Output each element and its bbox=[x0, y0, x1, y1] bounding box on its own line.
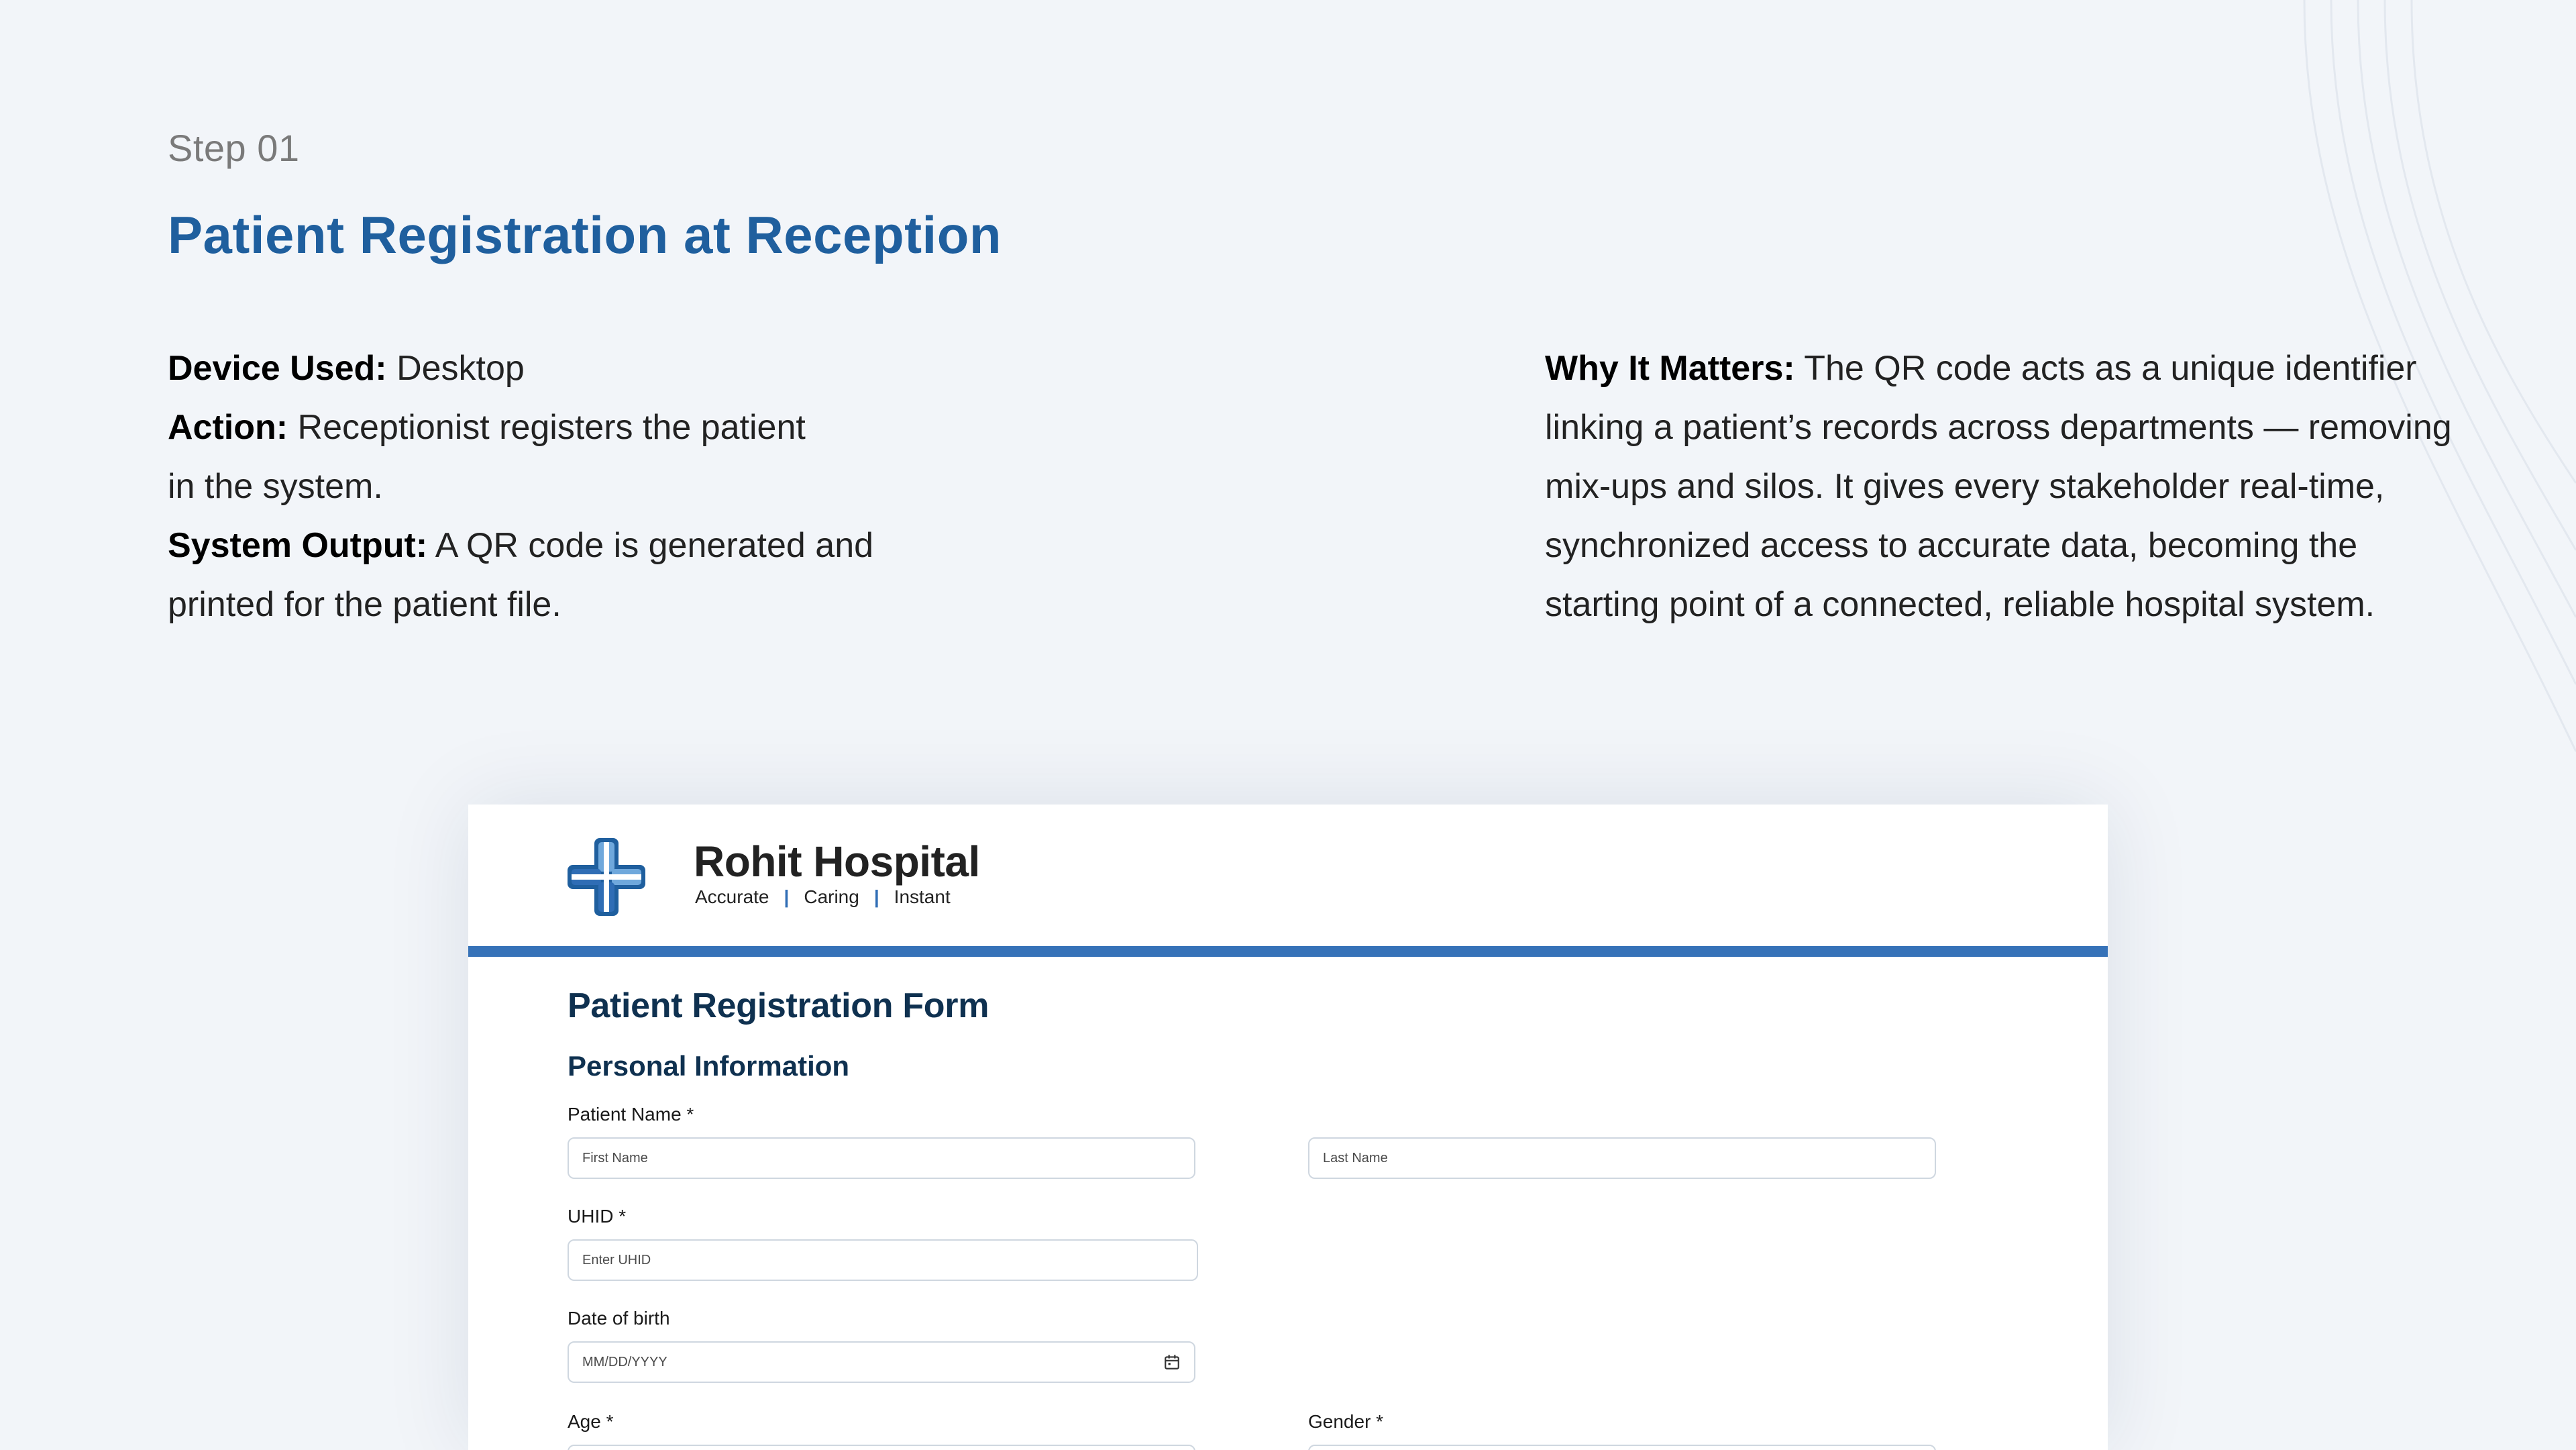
device-label: Device Used: bbox=[168, 349, 387, 388]
why-line-3: mix-ups and silos. It gives every stakeholder real-time, bbox=[1545, 467, 2385, 506]
tagline-item: Instant bbox=[894, 886, 951, 907]
page-title: Patient Registration at Reception bbox=[168, 205, 1002, 264]
uhid-input[interactable] bbox=[568, 1239, 1198, 1281]
calendar-icon[interactable] bbox=[1163, 1353, 1181, 1371]
output-label: System Output: bbox=[168, 526, 428, 565]
action-row bbox=[168, 398, 906, 457]
header-divider bbox=[468, 946, 2108, 957]
action-value: Receptionist registers the patient bbox=[297, 408, 806, 447]
tagline-item: Caring bbox=[804, 886, 859, 907]
gender-label: Gender * bbox=[1308, 1411, 1384, 1432]
hospital-tagline bbox=[695, 886, 951, 908]
action-label: Action: bbox=[168, 408, 288, 447]
why-label: Why It Matters: bbox=[1545, 349, 1795, 388]
action-row-continued: in the system. bbox=[168, 467, 383, 506]
first-name-input[interactable] bbox=[568, 1137, 1195, 1179]
output-row bbox=[168, 516, 906, 575]
tagline-item: Accurate bbox=[695, 886, 769, 907]
registration-form-screenshot bbox=[468, 805, 2108, 1450]
last-name-input[interactable] bbox=[1308, 1137, 1936, 1179]
hospital-header bbox=[468, 805, 2108, 947]
why-line-5: starting point of a connected, reliable hospital system. bbox=[1545, 585, 2375, 624]
gender-select[interactable] bbox=[1308, 1445, 1936, 1450]
section-personal-information: Personal Information bbox=[568, 1050, 850, 1082]
last-name-placeholder: Last Name bbox=[1323, 1150, 1388, 1166]
right-description bbox=[1545, 339, 2457, 634]
hospital-name: Rohit Hospital bbox=[694, 837, 980, 886]
output-row-continued: printed for the patient file. bbox=[168, 585, 561, 624]
form-title: Patient Registration Form bbox=[568, 986, 989, 1025]
output-value: A QR code is generated and bbox=[435, 526, 874, 565]
why-text-1: The QR code acts as a unique identifier bbox=[1804, 349, 2417, 388]
first-name-placeholder: First Name bbox=[582, 1150, 648, 1166]
medical-cross-logo-icon bbox=[566, 837, 647, 917]
uhid-placeholder: Enter UHID bbox=[582, 1252, 651, 1267]
device-value: Desktop bbox=[396, 349, 525, 388]
tagline-separator: | bbox=[873, 886, 879, 907]
dob-input[interactable] bbox=[568, 1341, 1195, 1383]
why-line-4: synchronized access to accurate data, becoming the bbox=[1545, 526, 2358, 565]
patient-name-label: Patient Name * bbox=[568, 1104, 694, 1125]
left-description bbox=[168, 339, 906, 634]
dob-placeholder: MM/DD/YYYY bbox=[582, 1354, 667, 1369]
age-label: Age * bbox=[568, 1411, 614, 1432]
tagline-separator: | bbox=[784, 886, 790, 907]
dob-label: Date of birth bbox=[568, 1308, 670, 1329]
step-label: Step 01 bbox=[168, 127, 300, 169]
device-row bbox=[168, 339, 906, 398]
age-input[interactable] bbox=[568, 1445, 1195, 1450]
why-line-2: linking a patient’s records across departments — removing bbox=[1545, 408, 2452, 447]
uhid-label: UHID * bbox=[568, 1206, 627, 1227]
why-line-1 bbox=[1545, 339, 2457, 398]
